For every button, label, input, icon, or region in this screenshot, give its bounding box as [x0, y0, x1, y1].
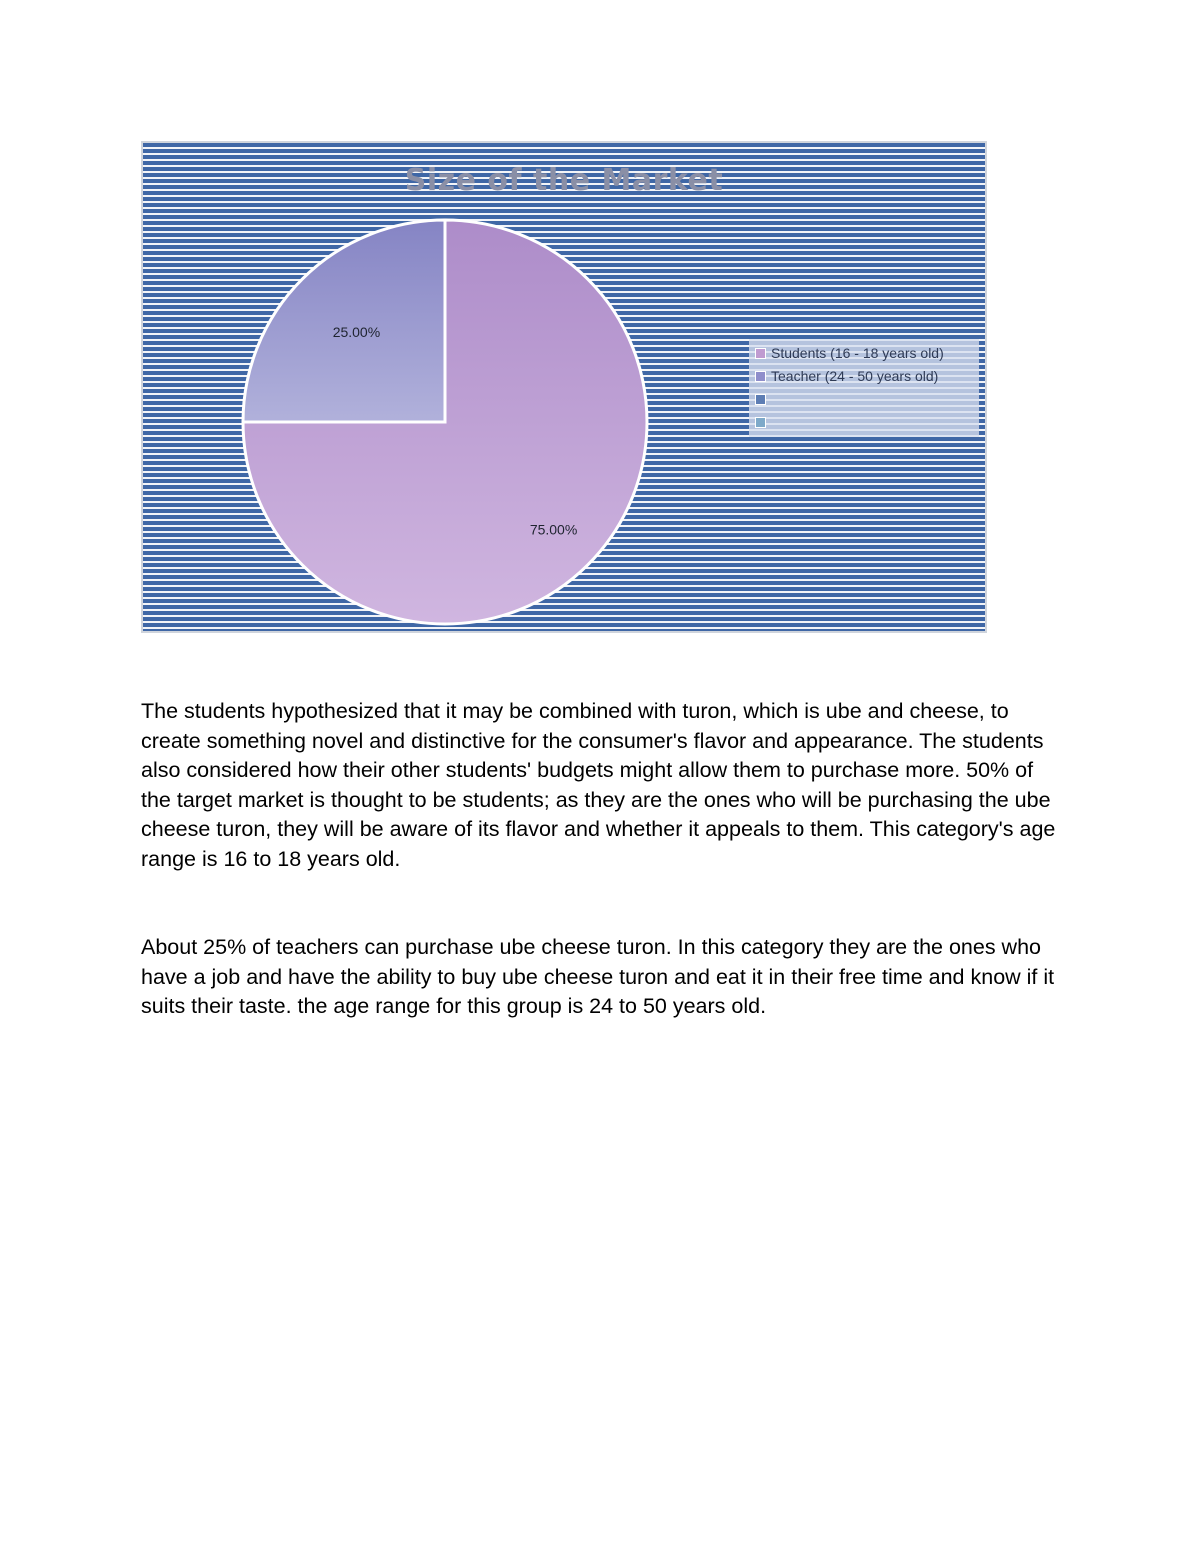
legend-entry: [755, 343, 944, 363]
pie-chart: [141, 141, 987, 633]
legend-swatch: [755, 417, 766, 428]
data-label-students: 75.00%: [529, 521, 578, 538]
legend-swatch: [755, 371, 766, 382]
paragraph-teachers: About 25% of teachers can purchase ube cheese turon. In this category they are the ones who have a job and have the ability to buy ube cheese turon and eat it in their free time and know if it suits their taste. the age range for this group is 24 to 50 years old.: [141, 935, 1055, 1018]
chart-legend: [749, 339, 979, 437]
legend-entry: [755, 389, 771, 409]
chart-title: Size of the Market: [404, 163, 724, 198]
legend-swatch: [755, 348, 766, 359]
data-label-teachers: 25.00%: [332, 324, 381, 341]
paragraph-students: The students hypothesized that it may be combined with turon, which is ube and cheese, to create something novel and distinctive for the consumer's flavor and appearance. The students also considered how their other students' budgets might allow them to purchase more. 50% of the target market is thought to be students; as they are the ones who will be purchasing the ube cheese turon, they will be aware of its flavor and whether it appeals to them. This category's age range is 16 to 18 years old.: [141, 699, 1056, 871]
legend-entry: [755, 412, 771, 432]
legend-entry: [755, 366, 938, 386]
legend-swatch: [755, 394, 766, 405]
pie-slice-teachers: [243, 220, 445, 422]
legend-label: Students (16 - 18 years old): [771, 345, 944, 361]
legend-label: Teacher (24 - 50 years old): [771, 368, 939, 384]
